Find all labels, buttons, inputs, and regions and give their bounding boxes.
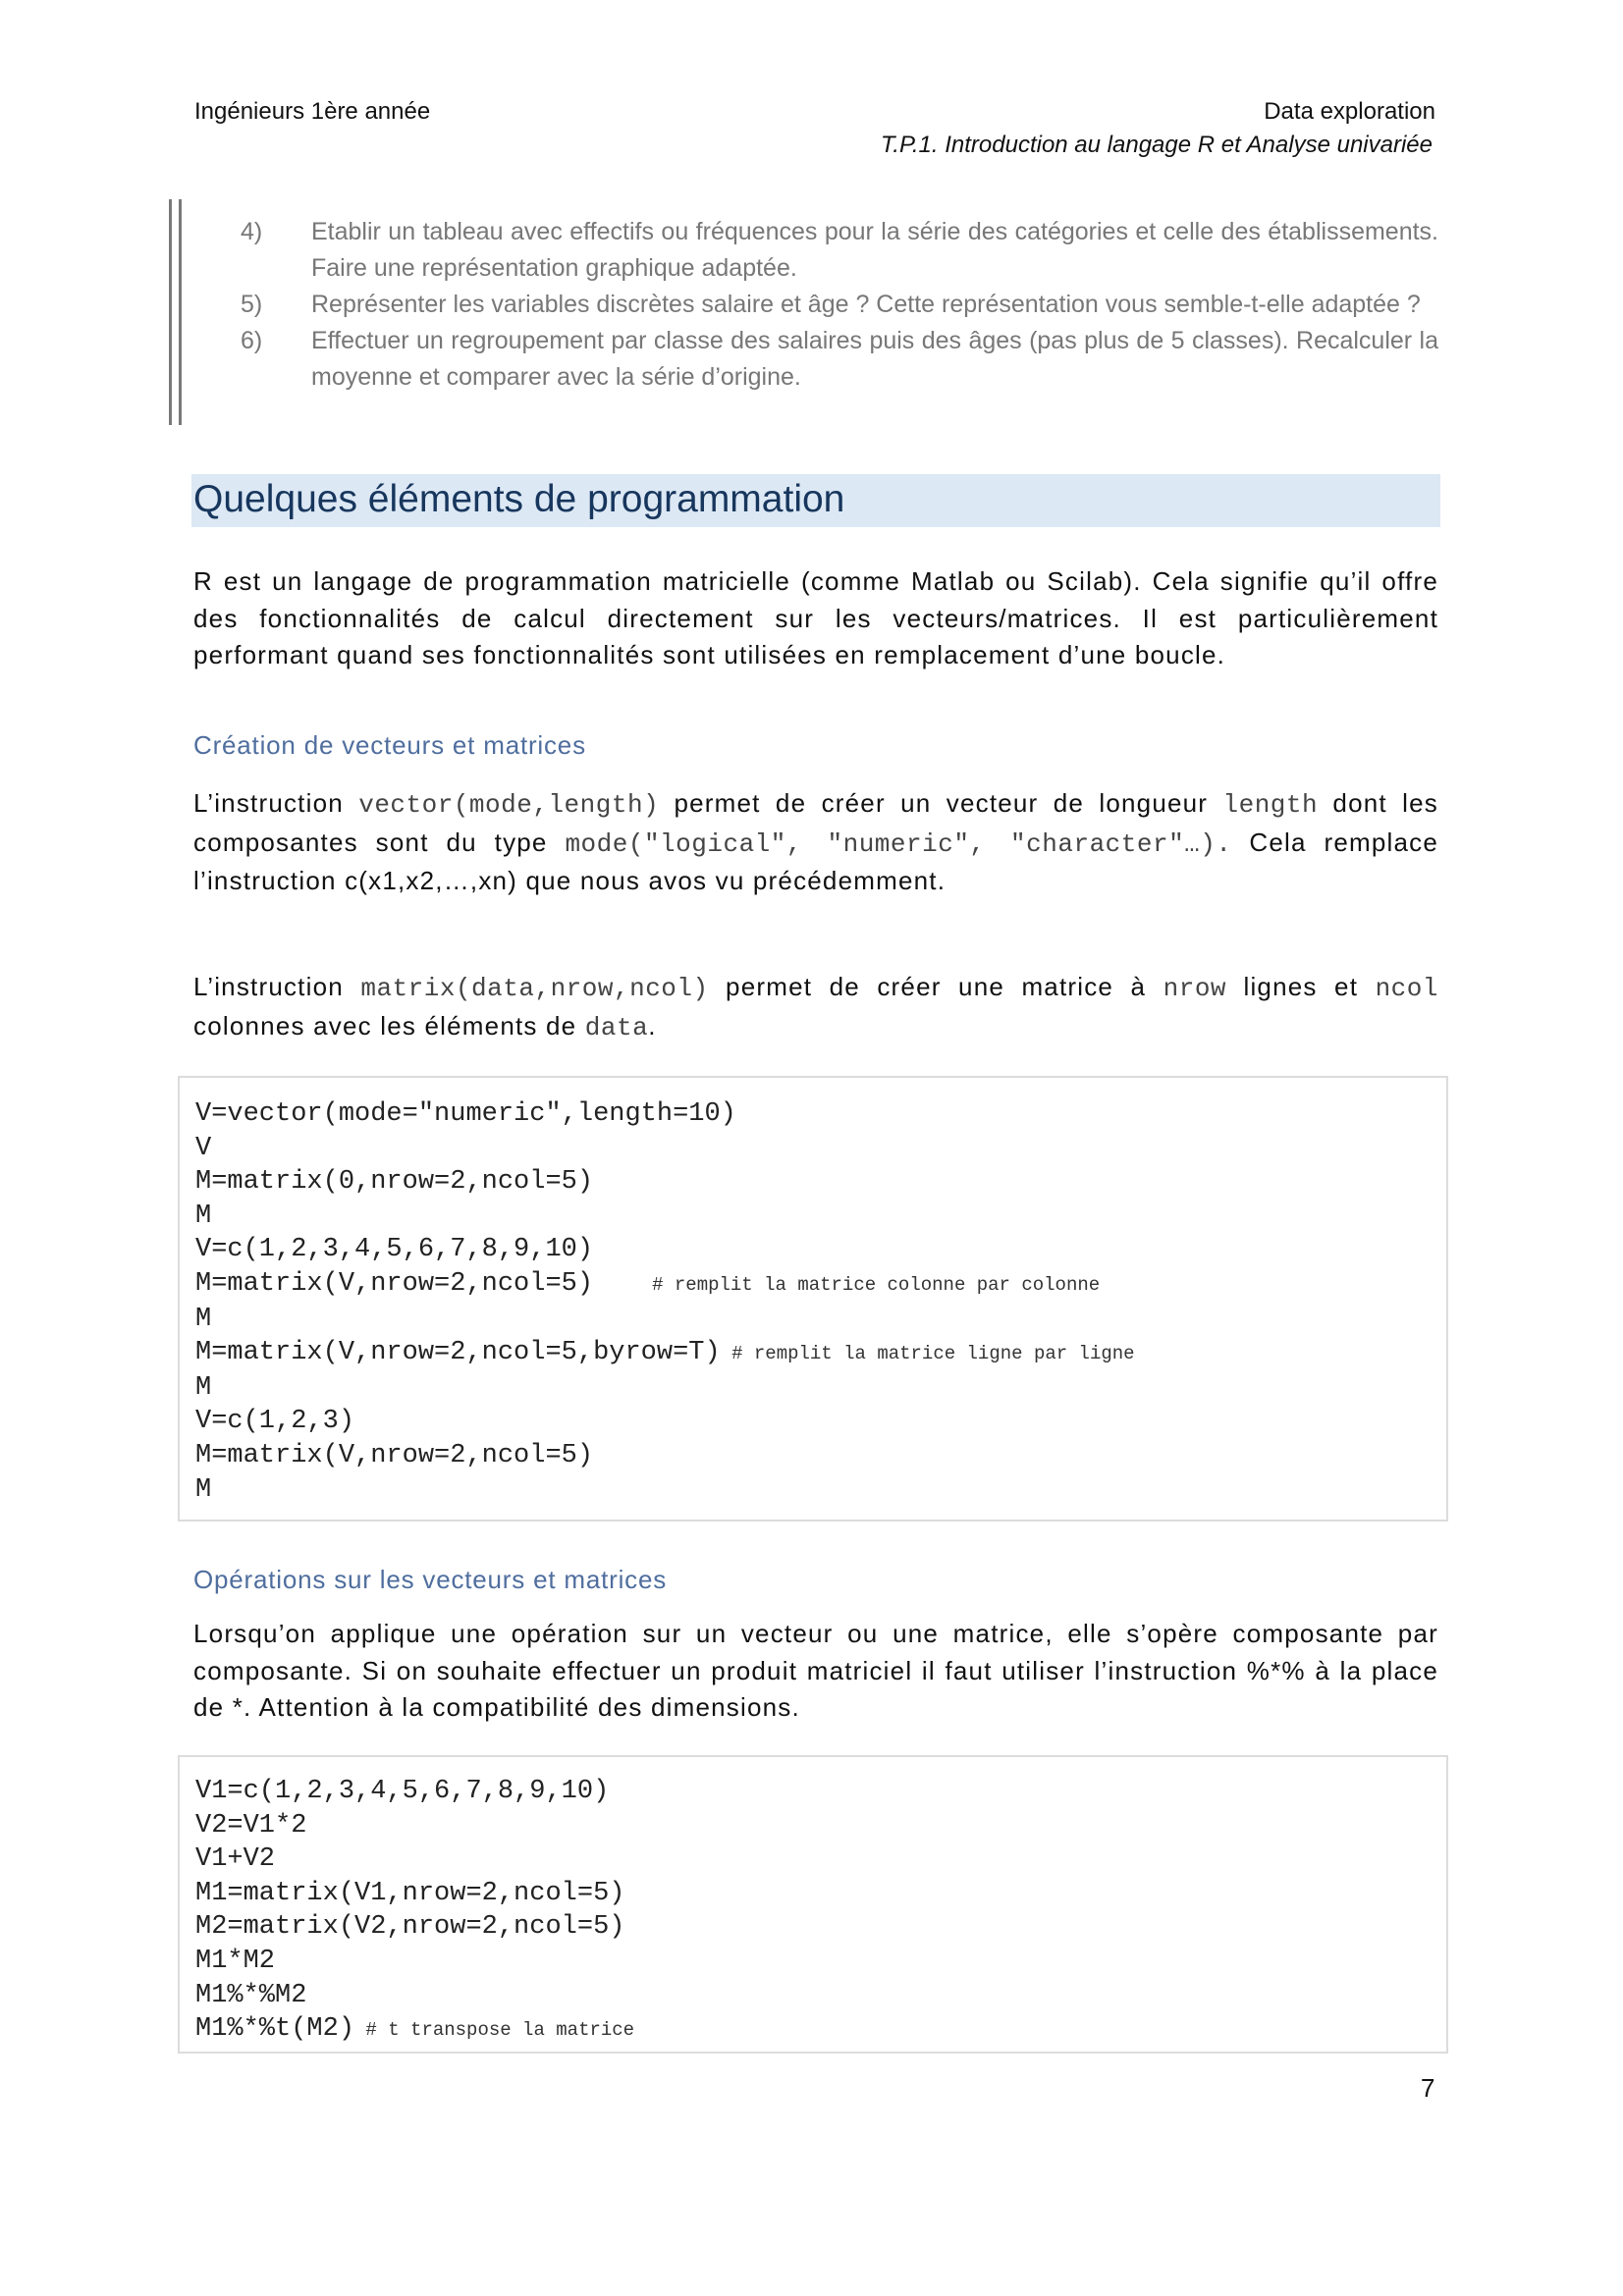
- text: permet de créer une matrice à: [708, 972, 1163, 1001]
- section-heading: [191, 474, 1440, 527]
- code-text: M: [195, 1201, 212, 1231]
- matrix-paragraph: [193, 969, 1438, 1046]
- code-line: [195, 1877, 634, 1911]
- code-text: V1=c(1,2,3,4,5,6,7,8,9,10): [195, 1777, 610, 1806]
- code-text: M1%*%M2: [195, 1980, 307, 2010]
- code-line: [195, 1842, 634, 1877]
- section-title: Quelques éléments de programmation: [193, 478, 845, 520]
- question-text: Etablir un tableau avec effectifs ou fréquences pour la série des catégories et celle des établissements. Faire une représentation graphique adaptée.: [311, 218, 1438, 282]
- code-text: M=matrix(0,nrow=2,ncol=5): [195, 1167, 594, 1198]
- text: .: [648, 1010, 657, 1041]
- header-course-title: Data exploration: [1264, 98, 1435, 125]
- code-text: V2=V1*2: [195, 1810, 307, 1841]
- code-text: V=c(1,2,3): [195, 1407, 355, 1437]
- subsection-heading-creation: Création de vecteurs et matrices: [193, 730, 586, 760]
- code-line: [195, 1473, 1135, 1508]
- intro-paragraph: R est un langage de programmation matricielle (comme Matlab ou Scilab). Cela signifie qu’il offre des fonctionnalités de calcul directement sur les vecteurs/matrices. Il est particulièrement performant quand ses fonctionnalités sont utilisées en remplacement d’une boucle.: [193, 566, 1438, 669]
- code-line: [195, 1775, 634, 1809]
- code-line: [195, 1439, 1135, 1473]
- code-inline: matrix(data,nrow,ncol): [360, 974, 709, 1003]
- margin-bars: [169, 199, 183, 425]
- code-lines: [195, 1775, 634, 2048]
- code-inline: ncol: [1375, 974, 1438, 1003]
- operations-paragraph: Lorsqu’on applique une opération sur un vecteur ou une matrice, elle s’opère composante par composante. Si on souhaite effectuer un produit matriciel il faut utiliser l’instruction %*% à la place de *. Attention à la compatibilité des dimensions.: [193, 1619, 1438, 1722]
- code-line: [195, 1336, 1135, 1371]
- code-line: [195, 1132, 1135, 1166]
- code-block-operations: [178, 1755, 1448, 2054]
- code-line: [195, 1809, 634, 1843]
- code-comment: # t transpose la matrice: [354, 2019, 635, 2042]
- code-text: M=matrix(V,nrow=2,ncol=5): [195, 1440, 594, 1470]
- vector-paragraph: [193, 785, 1438, 900]
- code-block-creation: [178, 1076, 1448, 1522]
- code-inline: length: [1222, 790, 1319, 820]
- code-text: M: [195, 1372, 212, 1403]
- code-line: [195, 1303, 1135, 1337]
- question-item: [241, 287, 1438, 323]
- code-line: [195, 1945, 634, 1979]
- code-line: [195, 1233, 1135, 1267]
- code-line: [195, 1165, 1135, 1200]
- text: L’instruction: [193, 972, 361, 1001]
- question-number: 4): [241, 218, 263, 245]
- question-list: [241, 214, 1438, 396]
- question-item: [241, 214, 1438, 287]
- code-inline: vector(mode,length): [358, 790, 660, 820]
- code-comment: # remplit la matrice colonne par colonne: [640, 1273, 1101, 1296]
- code-text: M1%*%t(M2): [195, 2014, 355, 2045]
- text: permet de créer un vecteur de longueur: [659, 788, 1223, 818]
- header-left: Ingénieurs 1ère année: [194, 98, 431, 125]
- question-text: Effectuer un regroupement par classe des salaires puis des âges (pas plus de 5 classes). Recalculer la moyenne et comparer avec la série d’origine.: [311, 327, 1438, 391]
- code-lines: [195, 1097, 1135, 1507]
- margin-bar: [169, 199, 172, 425]
- text: dont les composantes sont du type: [193, 788, 1438, 857]
- code-inline: mode("logical", "numeric", "character"…).: [565, 828, 1232, 859]
- code-text: M=matrix(V,nrow=2,ncol=5,byrow=T): [195, 1338, 721, 1368]
- code-comment: # remplit la matrice ligne par ligne: [720, 1343, 1135, 1365]
- code-text: M: [195, 1474, 212, 1505]
- code-text: V=c(1,2,3,4,5,6,7,8,9,10): [195, 1235, 594, 1265]
- code-text: M1*M2: [195, 1946, 276, 1976]
- question-number: 6): [241, 327, 263, 354]
- code-text: V=vector(mode="numeric",length=10): [195, 1099, 736, 1129]
- code-line: [195, 2012, 634, 2048]
- text: colonnes avec les éléments de: [193, 1010, 585, 1041]
- code-line: [195, 1910, 634, 1945]
- code-text: M=matrix(V,nrow=2,ncol=5): [195, 1268, 641, 1299]
- text: lignes et: [1226, 972, 1376, 1001]
- code-line: [195, 1979, 634, 2013]
- code-line: [195, 1371, 1135, 1406]
- question-text: Représenter les variables discrètes salaire et âge ? Cette représentation vous semble-t-elle adaptée ?: [311, 291, 1421, 318]
- code-line: [195, 1267, 1135, 1303]
- page-number: 7: [1421, 2073, 1435, 2103]
- code-text: M2=matrix(V2,nrow=2,ncol=5): [195, 1912, 625, 1943]
- code-text: V1+V2: [195, 1844, 276, 1875]
- text: L’instruction: [193, 788, 359, 818]
- code-line: [195, 1200, 1135, 1234]
- header-tp-title: T.P.1. Introduction au langage R et Analyse univariée: [880, 132, 1433, 158]
- code-text: M1=matrix(V1,nrow=2,ncol=5): [195, 1878, 625, 1908]
- code-inline: data: [584, 1012, 649, 1042]
- code-text: M: [195, 1304, 212, 1334]
- code-inline: nrow: [1163, 974, 1227, 1003]
- margin-bar: [179, 199, 182, 425]
- text: Cela remplace l’instruction c(x1,x2,…,xn) que nous avos vu précédemment.: [193, 827, 1438, 895]
- question-item: [241, 323, 1438, 396]
- code-line: [195, 1097, 1135, 1132]
- subsection-heading-operations: Opérations sur les vecteurs et matrices: [193, 1565, 668, 1594]
- question-number: 5): [241, 291, 263, 318]
- code-text: V: [195, 1133, 212, 1163]
- code-line: [195, 1405, 1135, 1439]
